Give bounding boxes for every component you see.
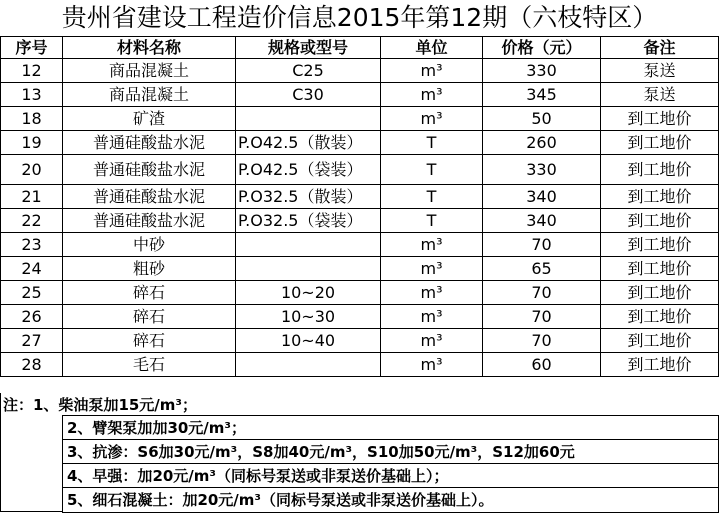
row-spec	[236, 353, 381, 377]
row-note: 到工地价	[601, 257, 719, 281]
row-note: 到工地价	[601, 185, 719, 209]
row-price: 70	[483, 281, 601, 305]
row-unit: m³	[381, 281, 483, 305]
row-no: 23	[1, 233, 63, 257]
table-row	[1, 155, 719, 185]
table-row	[1, 305, 719, 329]
row-price: 345	[483, 83, 601, 107]
row-note: 到工地价	[601, 107, 719, 131]
note-5: 5、细石混凝土：加20元/m³（同标号泵送或非泵送价基础上）。	[67, 491, 494, 509]
sheet-title: 贵州省建设工程造价信息2015年第12期（六枝特区）	[0, 0, 719, 37]
row-note: 到工地价	[601, 131, 719, 155]
row-unit: m³	[381, 59, 483, 83]
row-spec: P.O42.5（散装）	[236, 131, 381, 155]
row-note: 到工地价	[601, 155, 719, 185]
row-note: 到工地价	[601, 305, 719, 329]
row-spec: P.O32.5（散装）	[236, 185, 381, 209]
row-no: 28	[1, 353, 63, 377]
row-unit: m³	[381, 329, 483, 353]
row-no: 18	[1, 107, 63, 131]
row-spec: 10~30	[236, 305, 381, 329]
row-name: 碎石	[63, 281, 236, 305]
row-unit: T	[381, 185, 483, 209]
row-name: 普通硅酸盐水泥	[63, 155, 236, 185]
row-no: 21	[1, 185, 63, 209]
row-unit: m³	[381, 107, 483, 131]
row-spec: P.O32.5（袋装）	[236, 209, 381, 233]
table-row	[1, 353, 719, 377]
row-name: 中砂	[63, 233, 236, 257]
row-spec	[236, 233, 381, 257]
header-no: 序号	[1, 37, 63, 59]
row-spec: P.O42.5（袋装）	[236, 155, 381, 185]
row-unit: T	[381, 131, 483, 155]
note-2: 2、臂架泵加加30元/m³；	[63, 416, 718, 440]
row-spec	[236, 107, 381, 131]
row-name: 普通硅酸盐水泥	[63, 185, 236, 209]
note-3: 3、抗渗：S6加30元/m³，S8加40元/m³，S10加50元/m³，S12加60元	[63, 440, 718, 464]
header-note: 备注	[601, 37, 719, 59]
row-price: 65	[483, 257, 601, 281]
row-no: 13	[1, 83, 63, 107]
row-price: 70	[483, 305, 601, 329]
row-unit: m³	[381, 305, 483, 329]
row-no: 27	[1, 329, 63, 353]
row-name: 商品混凝土	[63, 59, 236, 83]
notes-box	[62, 415, 719, 513]
notes-section	[0, 393, 718, 512]
row-no: 19	[1, 131, 63, 155]
row-spec	[236, 257, 381, 281]
row-spec: 10~40	[236, 329, 381, 353]
row-note: 到工地价	[601, 353, 719, 377]
row-note: 到工地价	[601, 209, 719, 233]
row-name: 普通硅酸盐水泥	[63, 131, 236, 155]
row-price: 340	[483, 185, 601, 209]
table-row	[1, 257, 719, 281]
row-unit: T	[381, 155, 483, 185]
row-unit: m³	[381, 83, 483, 107]
row-no: 12	[1, 59, 63, 83]
row-spec: C30	[236, 83, 381, 107]
row-no: 20	[1, 155, 63, 185]
row-name: 毛石	[63, 353, 236, 377]
table-header-row	[1, 37, 719, 59]
row-price: 70	[483, 233, 601, 257]
row-price: 50	[483, 107, 601, 131]
row-price: 70	[483, 329, 601, 353]
row-name: 粗砂	[63, 257, 236, 281]
table-row	[1, 233, 719, 257]
row-name: 矿渣	[63, 107, 236, 131]
row-spec: 10~20	[236, 281, 381, 305]
row-name: 碎石	[63, 305, 236, 329]
note-1: 注：1、柴油泵加15元/m³；	[3, 396, 197, 414]
row-price: 340	[483, 209, 601, 233]
table-row	[1, 185, 719, 209]
row-unit: m³	[381, 233, 483, 257]
header-price: 价格（元）	[483, 37, 601, 59]
row-price: 330	[483, 155, 601, 185]
table-row	[1, 83, 719, 107]
price-table	[0, 36, 719, 377]
row-unit: T	[381, 209, 483, 233]
row-price: 260	[483, 131, 601, 155]
row-name: 商品混凝土	[63, 83, 236, 107]
note-4: 4、早强：加20元/m³（同标号泵送或非泵送价基础上）；	[63, 464, 718, 488]
row-note: 到工地价	[601, 233, 719, 257]
row-unit: m³	[381, 353, 483, 377]
row-spec: C25	[236, 59, 381, 83]
row-note: 泵送	[601, 59, 719, 83]
row-no: 24	[1, 257, 63, 281]
row-no: 25	[1, 281, 63, 305]
row-no: 26	[1, 305, 63, 329]
row-unit: m³	[381, 257, 483, 281]
row-name: 普通硅酸盐水泥	[63, 209, 236, 233]
table-row	[1, 209, 719, 233]
table-row	[1, 59, 719, 83]
table-row	[1, 107, 719, 131]
row-no: 22	[1, 209, 63, 233]
row-name: 碎石	[63, 329, 236, 353]
header-spec: 规格或型号	[236, 37, 381, 59]
row-price: 330	[483, 59, 601, 83]
header-name: 材料名称	[63, 37, 236, 59]
table-row	[1, 329, 719, 353]
table-row	[1, 281, 719, 305]
row-price: 60	[483, 353, 601, 377]
row-note: 到工地价	[601, 281, 719, 305]
header-unit: 单位	[381, 37, 483, 59]
table-row	[1, 131, 719, 155]
row-note: 到工地价	[601, 329, 719, 353]
row-note: 泵送	[601, 83, 719, 107]
